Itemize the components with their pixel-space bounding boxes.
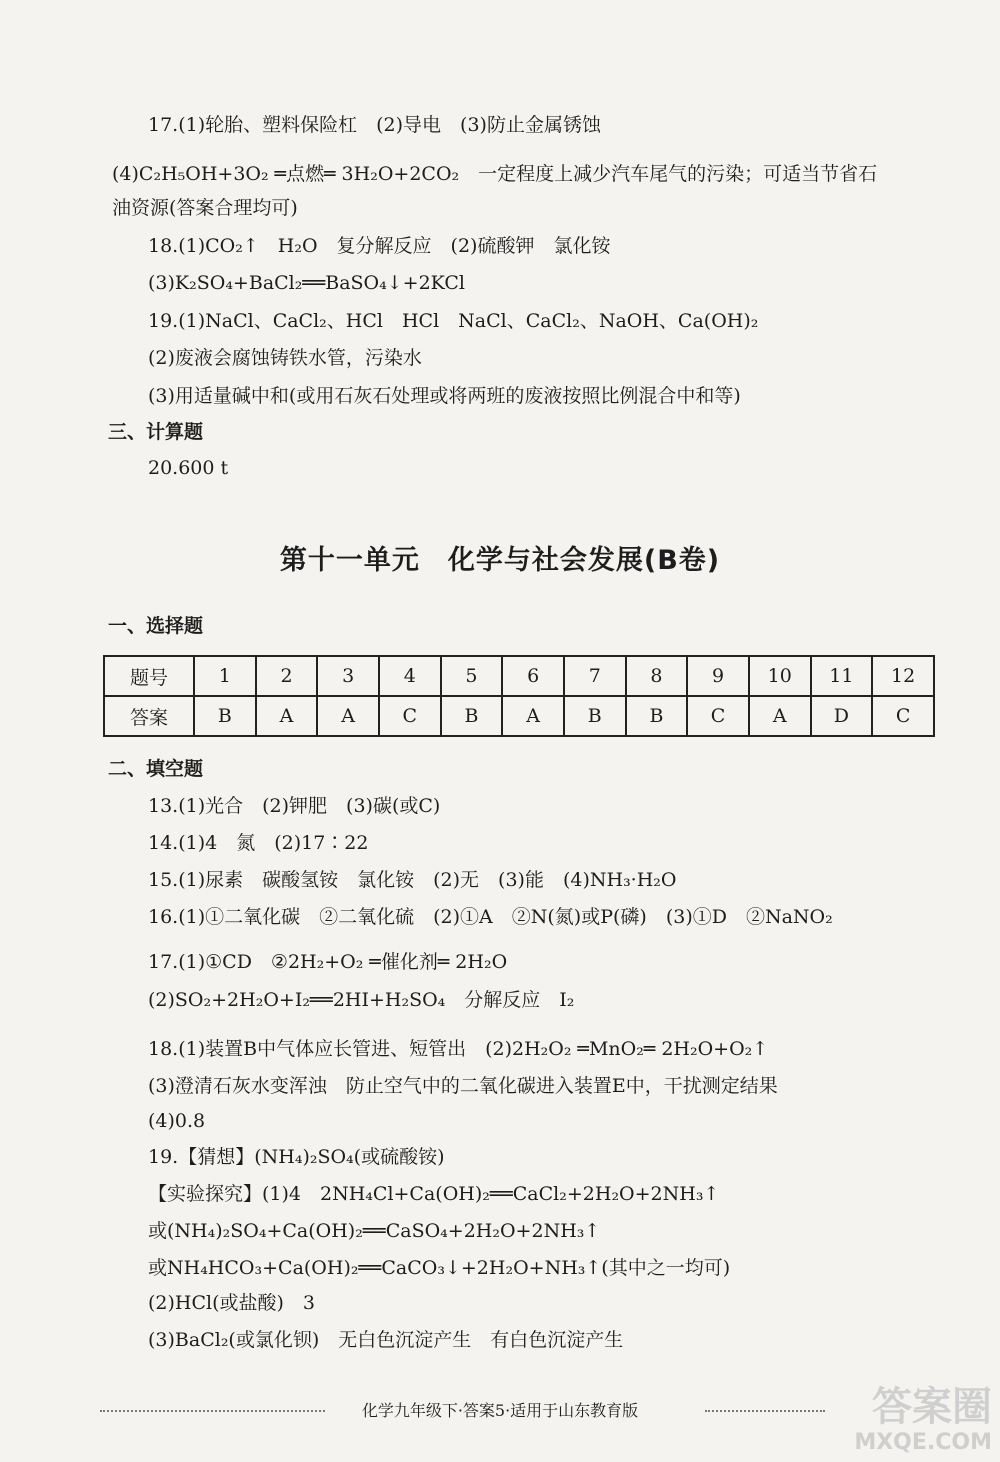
answer-line: (2)废液会腐蚀铸铁水管，污染水 [148, 347, 422, 369]
answer-line: (3)澄清石灰水变浑浊 防止空气中的二氧化碳进入装置E中，干扰测定结果 [148, 1075, 778, 1097]
answer-row [104, 696, 934, 736]
answer-cell: C [872, 696, 934, 736]
answer-line: 16.(1)①二氧化碳 ②二氧化硫 (2)①A ②N(氮)或P(磷) (3)①D ②NaNO₂ [148, 906, 833, 928]
watermark-url: MXQE.COM [854, 1430, 992, 1455]
answer-line: 17.(1)轮胎、塑料保险杠 (2)导电 (3)防止金属锈蚀 [148, 114, 601, 136]
row-label-number: 题号 [104, 656, 194, 696]
answer-line: (3)用适量碱中和(或用石灰石处理或将两班的废液按照比例混合中和等) [148, 385, 741, 407]
question-number: 10 [749, 656, 811, 696]
answer-line: (4)0.8 [148, 1110, 206, 1132]
question-number: 7 [564, 656, 626, 696]
answer-line: 17.(1)①CD ②2H₂+O₂ ═催化剂═ 2H₂O [148, 951, 508, 973]
answer-line: 油资源(答案合理均可) [112, 197, 298, 219]
answer-line: 19.(1)NaCl、CaCl₂、HCl HCl NaCl、CaCl₂、NaOH、Ca(OH)₂ [148, 310, 759, 332]
answer-line: 20.600 t [148, 457, 229, 479]
answer-line: (2)SO₂+2H₂O+I₂══2HI+H₂SO₄ 分解反应 I₂ [148, 989, 575, 1011]
answer-cell: B [441, 696, 503, 736]
answer-line: 18.(1)装置B中气体应长管进、短管出 (2)2H₂O₂ ═MnO₂═ 2H₂O+O₂↑ [148, 1038, 769, 1060]
question-number: 4 [379, 656, 441, 696]
answer-cell: B [564, 696, 626, 736]
answer-cell: A [317, 696, 379, 736]
answer-line: 13.(1)光合 (2)钾肥 (3)碳(或C) [148, 795, 441, 817]
question-number: 6 [502, 656, 564, 696]
answer-line: 14.(1)4 氮 (2)17∶22 [148, 832, 369, 854]
row-label-answer: 答案 [104, 696, 194, 736]
answer-line: (3)BaCl₂(或氯化钡) 无白色沉淀产生 有白色沉淀产生 [148, 1329, 624, 1351]
watermark-logo: 答案圈 [872, 1384, 992, 1430]
question-number-row [104, 656, 934, 696]
section-heading-fill: 二、填空题 [108, 758, 204, 780]
question-number: 11 [811, 656, 873, 696]
answer-table [103, 655, 935, 737]
answer-line: 【实验探究】(1)4 2NH₄Cl+Ca(OH)₂══CaCl₂+2H₂O+2NH₃↑ [148, 1183, 720, 1205]
unit-title: 第十一单元 化学与社会发展(B卷) [279, 545, 721, 576]
question-number: 1 [194, 656, 256, 696]
page-footer [0, 1398, 1000, 1424]
footer-text: 化学九年级下·答案5·适用于山东教育版 [361, 1401, 639, 1420]
answer-cell: C [379, 696, 441, 736]
question-number: 8 [626, 656, 688, 696]
answer-cell: A [749, 696, 811, 736]
answer-line: (3)K₂SO₄+BaCl₂══BaSO₄↓+2KCl [148, 272, 465, 294]
answer-line: 或NH₄HCO₃+Ca(OH)₂══CaCO₃↓+2H₂O+NH₃↑(其中之一均可) [148, 1257, 731, 1279]
question-number: 2 [256, 656, 318, 696]
answer-cell: C [687, 696, 749, 736]
answer-line: 15.(1)尿素 碳酸氢铵 氯化铵 (2)无 (3)能 (4)NH₃·H₂O [148, 869, 677, 891]
question-number: 3 [317, 656, 379, 696]
section-heading-choice: 一、选择题 [108, 615, 204, 637]
answer-cell: A [256, 696, 318, 736]
answer-line: 18.(1)CO₂↑ H₂O 复分解反应 (2)硫酸钾 氯化铵 [148, 235, 611, 257]
answer-line: (4)C₂H₅OH+3O₂ ═点燃═ 3H₂O+2CO₂ 一定程度上减少汽车尾气的污染；可适当节省石 [112, 163, 878, 185]
answer-cell: D [811, 696, 873, 736]
question-number: 9 [687, 656, 749, 696]
answer-line: (2)HCl(或盐酸) 3 [148, 1292, 316, 1314]
answer-line: 19.【猜想】(NH₄)₂SO₄(或硫酸铵) [148, 1146, 445, 1168]
answer-cell: B [194, 696, 256, 736]
section-heading-calculation: 三、计算题 [108, 421, 204, 443]
answer-cell: B [626, 696, 688, 736]
answer-cell: A [502, 696, 564, 736]
answer-line: 或(NH₄)₂SO₄+Ca(OH)₂══CaSO₄+2H₂O+2NH₃↑ [148, 1220, 601, 1242]
question-number: 12 [872, 656, 934, 696]
question-number: 5 [441, 656, 503, 696]
